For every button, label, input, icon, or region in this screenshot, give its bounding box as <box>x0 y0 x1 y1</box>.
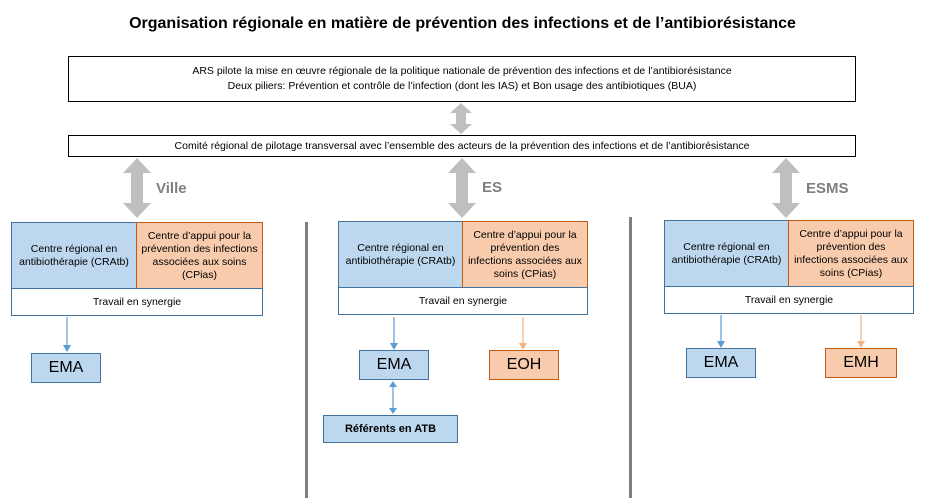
double-arrow-esms <box>772 158 800 218</box>
es-eoh-box: EOH <box>489 350 559 380</box>
esms-ema-box: EMA <box>686 348 756 378</box>
esms-cpias-box: Centre d’appui pour la prévention des infections associées aux soins (CPias) <box>788 220 914 287</box>
ville-ema-box: EMA <box>31 353 101 383</box>
comite-box: Comité régional de pilotage transversal avec l’ensemble des acteurs de la prévention des infections et de l’antibiorésistance <box>68 135 856 157</box>
esms-cratb-box: Centre régional en antibiothérapie (CRAtb) <box>664 220 789 287</box>
esms-emh-box: EMH <box>825 348 897 378</box>
sector-label-esms: ESMS <box>806 180 849 197</box>
ville-synergie-box: Travail en synergie <box>11 288 263 316</box>
sector-label-es: ES <box>482 179 503 196</box>
es-cratb-box: Centre régional en antibiothérapie (CRAtb) <box>338 221 463 288</box>
ars-line-1: ARS pilote la mise en œuvre régionale de la politique nationale de prévention des infections et de l’antibiorésistance <box>192 65 732 77</box>
esms-synergie-box: Travail en synergie <box>664 286 914 314</box>
es-synergie-box: Travail en synergie <box>338 287 588 315</box>
double-arrow-ars-comite <box>450 103 472 134</box>
ville-cpias-box: Centre d’appui pour la prévention des infections associées aux soins (CPias) <box>136 222 263 289</box>
double-arrow-ville <box>123 158 151 218</box>
es-ema-box: EMA <box>359 350 429 380</box>
sector-label-ville: Ville <box>156 180 187 197</box>
double-arrow-es <box>448 158 476 218</box>
ars-line-2: Deux piliers: Prévention et contrôle de l’infection (dont les IAS) et Bon usage des antibiotiques (BUA) <box>227 80 697 92</box>
es-cpias-box: Centre d’appui pour la prévention des infections associées aux soins (CPias) <box>462 221 588 288</box>
es-referents-box: Référents en ATB <box>323 415 458 443</box>
page-title: Organisation régionale en matière de prévention des infections et de l’antibiorésistance <box>129 15 796 32</box>
ville-cratb-box: Centre régional en antibiothérapie (CRAtb) <box>11 222 137 289</box>
